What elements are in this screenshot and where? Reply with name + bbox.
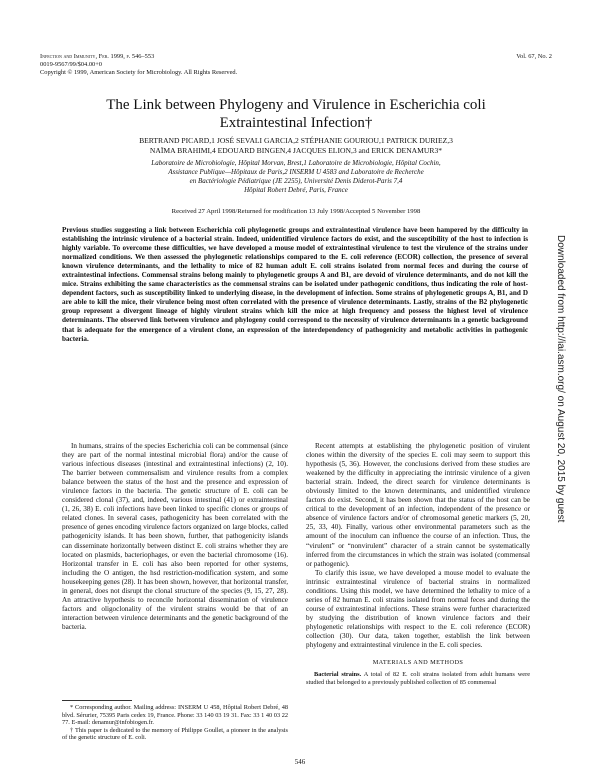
paper-title <box>40 96 552 132</box>
footnote-rule <box>62 700 132 701</box>
footnotes <box>62 704 288 742</box>
affil-line-3: en Bactériologie Pédiatrique (JE 2255), Université Denis Diderot-Paris 7,4 <box>189 176 403 185</box>
author-list <box>40 136 552 156</box>
page-number: 546 <box>294 758 306 766</box>
affil-line-1: Laboratoire de Microbiologie, Hôpital Morvan, Brest,1 Laboratoire de Microbiologie, Hôpital Cochin, <box>151 159 441 167</box>
section-lead: Bacterial strains. <box>314 671 362 679</box>
left-column <box>62 442 288 632</box>
section-heading: MATERIALS AND METHODS <box>372 659 464 667</box>
intro-paragraph-3: To clarify this issue, we have developed a mouse model to evaluate the intrinsic extraintestinal virulence of bacterial strains in normalized conditions. Using this model, we have determined the lethality to mice of a series of 82 human E. coli strains isolated from normal feces and during the course of extraintestinal infections. These strains were further characterized by studying the distribution of known virulence factors and their phylogenetic relationships with respect to the E. coli reference (ECOR) collection (30). Our data, taken together, establish the link between phylogeny and extraintestinal virulence in the E. coli species. <box>306 568 530 650</box>
volume-line: Vol. 67, No. 2 <box>516 53 552 60</box>
intro-paragraph-2: Recent attempts at establishing the phylogenetic position of virulent clones within the diversity of the species E. coli may seem to support this hypothesis (5, 36). However, the conclusions derived from these studies are weakened by the difficulty in appreciating the intrinsic virulence of a given bacterial strain. Indeed, the direct search for virulence determinants is obviously limited to the known determinants, and unidentified virulence factors do exist. Second, it has been shown that the status of the host can be critical to the development of an infection, independent of the presence or absence of virulence factors and/or of chromosomal genetic markers (5, 20, 25, 33, 40). Finally, various other environmental parameters such as the amount of the inoculum can influence the course of an infection. Thus, the “virulent” or “nonvirulent” character of a strain cannot be systematically inferred from the circumstances in which the strain was isolated (commensal or pathogenic). <box>306 442 530 568</box>
affil-line-2: Assistance Publique—Hôpitaux de Paris,2 INSERM U 4583 and Laboratoire de Recherche <box>168 167 424 176</box>
affil-line-4: Hôpital Robert Debré, Paris, France <box>244 185 348 194</box>
title-line-2: Extraintestinal Infection† <box>219 115 373 131</box>
section-first-paragraph <box>306 671 530 686</box>
title-line-1: The Link between Phylogeny and Virulence in Escherichia coli <box>106 97 486 113</box>
issn-line: 0019-9567/99/$04.00+0 <box>40 61 103 68</box>
copyright-line: Copyright © 1999, American Society for Microbiology. All Rights Reserved. <box>40 69 238 76</box>
right-column <box>306 442 530 686</box>
corresponding-author-note: * Corresponding author. Mailing address: INSERM U 458, Hôpital Robert Debré, 48 blvd. Sérurier, 75395 Paris cedex 19, France. Phone: 33 140 03 19 31. Fax: 33 1 40 03 22 77. E-mail: denamur@infobiogen.fr. <box>62 704 288 727</box>
download-side-note: Downloaded from http://iai.asm.org/ on August 20, 2015 by guest <box>555 235 566 523</box>
authors-line-2: NAÏMA BRAHIMI,4 EDOUARD BINGEN,4 JACQUES ELION,3 and ERICK DENAMUR3* <box>149 146 443 155</box>
affiliations <box>60 159 532 195</box>
intro-paragraph-1: In humans, strains of the species Escherichia coli can be commensal (since they are part of the normal intestinal microbial flora) and/or the cause of various infectious diseases (intestinal and extraintestinal infections) (2, 10). The barrier between commensalism and virulence results from a complex balance between the status of the host and the presence and expression of virulence factors in the bacteria. The genetic structure of E. coli can be considered clonal (37), and, indeed, various intestinal (41) or extraintestinal (1, 26, 38) E. coli infections have been linked to specific clones or groups of related clones. In several cases, pathogenicity has been correlated with the presence of genes encoding virulence factors organized on large blocks, called pathogenicity islands. It has been shown, further, that pathogenicity islands can disseminate horizontally between distinct E. coli strains whether they are located on plasmids, bacteriophages, or even the bacterial chromosome (16). Horizontal transfer in E. coli has also been reported for other systems, including the O antigen, the hsd restriction-modification system, and some housekeeping genes (28). It has been shown, however, that horizontal transfer, in general, does not disrupt the clonal structure of the species (9, 15, 27, 28). An attractive hypothesis to reconcile horizontal dissemination of virulence factors and oligoclonality of the virulent strains would be that of an interaction between virulence determinants and the genetic background of the bacteria. <box>62 442 288 631</box>
authors-line-1: BERTRAND PICARD,1 JOSÉ SEVALI GARCIA,2 STÉPHANIE GOURIOU,1 PATRICK DURIEZ,3 <box>139 136 453 145</box>
abstract: Previous studies suggesting a link between Escherichia coli phylogenetic groups and extraintestinal virulence have been hampered by the difficulty in establishing the intrinsic virulence of a bacterial strain. Indeed, unidentified virulence factors do exist, and the susceptibility of the host to infection is highly variable. To overcome these difficulties, we have developed a mouse model of extraintestinal virulence to test the virulence of the strains under normalized conditions. We then assessed the phylogenetic relationships compared to the E. coli reference (ECOR) collection, the presence of several known virulence determinants, and the lethality to mice of 82 human adult E. coli strains isolated from normal feces and during the course of extraintestinal infections. Commensal strains belong mainly to phylogenetic groups A and B1, are devoid of virulence determinants, and do not kill the mice. Strains exhibiting the same characteristics as the commensal strains can be isolated under pathogenic conditions, thus indicating the role of host-dependent factors, such as susceptibility linked to underlying disease, in the development of infection. Some strains of phylogenetic groups A, B1, and D are able to kill the mice, their virulence being most often correlated with the presence of virulence determinants. Lastly, strains of the B2 phylogenetic group represent a divergent lineage of highly virulent strains which kill the mice at high frequency and possess the highest level of virulence determinants. The observed link between virulence and phylogeny could correspond to the necessity of virulence determinants in a genetic background that is adequate for the emergence of a virulent clone, an expression of the interdependency of pathogenicity and metabolic activities in pathogenic bacteria. <box>62 226 528 343</box>
dedication-note: † This paper is dedicated to the memory of Philippe Goullet, a pioneer in the analysis of the genetic structure of E. coli. <box>62 726 288 742</box>
section-text: A total of 82 E. coli strains isolated from adult humans were studied that belonged to a previously published collection of 85 commensal <box>306 671 530 686</box>
journal-line: Infection and Immunity, Feb. 1999, p. 546–553 <box>40 53 155 60</box>
received-dates: Received 27 April 1998/Returned for modification 13 July 1998/Accepted 5 November 1998 <box>171 208 421 215</box>
